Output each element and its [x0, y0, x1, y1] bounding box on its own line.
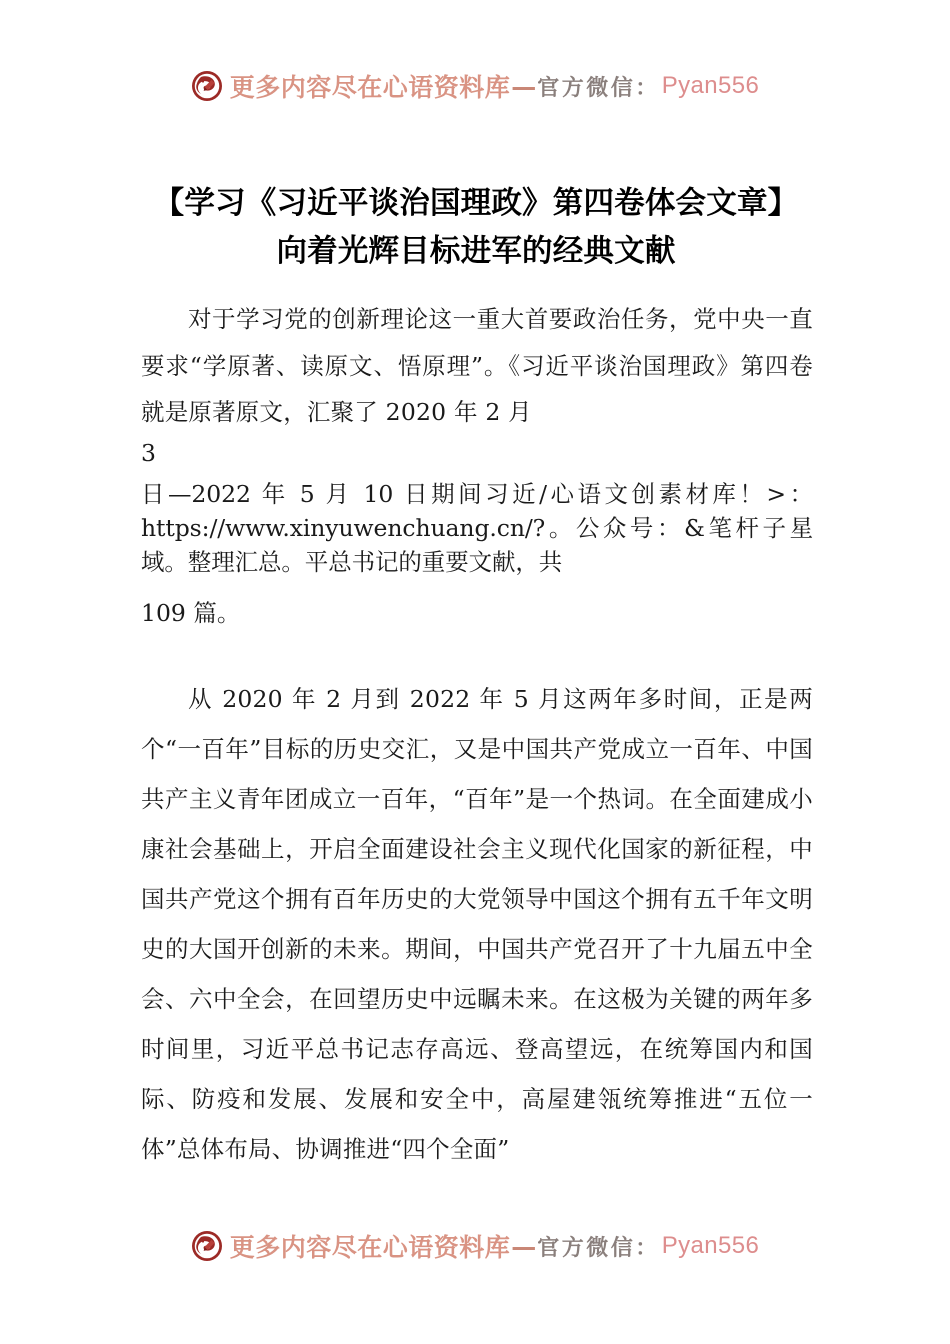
page-title: 【学习《习近平谈治国理政》第四卷体会文章】向着光辉目标进军的经典文献	[153, 186, 799, 270]
paragraph-1-run-a: 对于学习党的创新理论这一重大首要政治任务，党中央一直要求“学原著、读原文、悟原理”。《习近平谈治国理政》第四卷就是原著原文，汇聚了 2020 年 2 月	[141, 305, 813, 426]
header-watermark-banner	[0, 68, 950, 104]
banner-secondary-text: 官方微信：	[537, 74, 660, 101]
banner-primary-text: 更多内容尽在心语资料库	[229, 73, 511, 102]
banner-wechat-handle: Pyan556	[661, 1232, 760, 1259]
paragraph-1-run-c: 日—2022 年 5 月 10 日期间习近/心语文创素材库！>：https://www.xinyuwenchuang.cn/?。公众号：&笔杆子星域。整理汇总。平总书记的重要文献，共	[141, 479, 813, 576]
paragraph-1-run-d: 109 篇。	[141, 598, 241, 627]
paragraph-2: 从 2020 年 2 月到 2022 年 5 月这两年多时间，正是两个“一百年”目标的历史交汇，又是中国共产党成立一百年、中国共产主义青年团成立一百年，“百年”是一个热词。在全面建成小康社会基础上，开启全面建设社会主义现代化国家的新征程，中国共产党这个拥有百年历史的大党领导中国这个拥有五千年文明史的大国开创新的未来。期间，中国共产党召开了十九届五中全会、六中全会，在回望历史中远瞩未来。在这极为关键的两年多时间里，习近平总书记志存高远、登高望远，在统筹国内和国际、防疫和发展、发展和安全中，高屋建瓴统筹推进“五位一体”总体布局、协调推进“四个全面”	[141, 684, 813, 1163]
footer-watermark-banner	[0, 1228, 950, 1264]
brush-swirl-logo-icon	[191, 70, 223, 102]
spacer	[141, 630, 813, 674]
banner-wechat-handle: Pyan556	[661, 72, 760, 99]
paragraph-1-run-b: 3	[141, 438, 156, 467]
brush-swirl-logo-icon	[191, 1230, 223, 1262]
banner-secondary-text: 官方微信：	[537, 1234, 660, 1261]
banner-primary-text: 更多内容尽在心语资料库	[229, 1233, 511, 1262]
spacer	[141, 579, 813, 596]
document-body	[141, 296, 813, 1174]
banner-dash: —	[511, 1231, 537, 1261]
banner-dash: —	[511, 71, 537, 101]
spacer	[141, 470, 813, 477]
